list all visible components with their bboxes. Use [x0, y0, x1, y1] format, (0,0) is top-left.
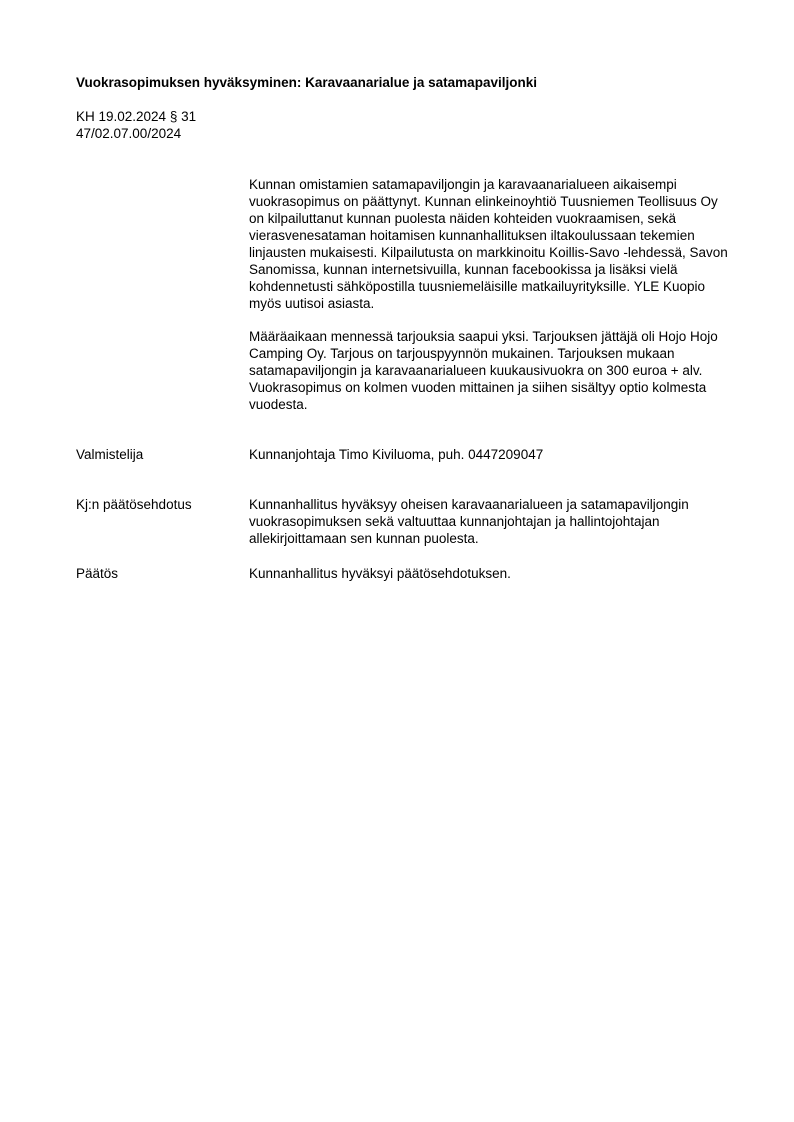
meeting-reference: KH 19.02.2024 § 31 [76, 109, 197, 124]
background-paragraph [249, 176, 734, 312]
preparer-value: Kunnanjohtaja Timo Kiviluoma, puh. 0447209047 [249, 447, 544, 462]
paragraph-text: Kunnan omistamien satamapaviljongin ja karavaanarialueen aikaisempi vuokrasopimus on päättynyt. Kunnan elinkeinoyhtiö Tuusniemen Teollisuus Oy on kilpailuttanut kunnan puolesta näiden kohteiden vuokraamisen, sekä vierasvenesataman hoitamisen kunnanhallituksen iltakoulussaan tekemien linjausten mukaisesti. Kilpailutusta on markkinoitu Koillis-Savo -lehdessä, Savon Sanomissa, kunnan internetsivuilla, kunnan facebookissa ja lisäksi vielä kohdennetusti sähköpostilla tuusniemeläisille matkailuyrityksille. YLE Kuopio myös uutisoi asiasta. [249, 177, 728, 311]
proposal-label: Kj:n päätösehdotus [76, 497, 192, 512]
decision-label: Päätös [76, 566, 119, 581]
paragraph-text: Määräaikaan mennessä tarjouksia saapui yksi. Tarjouksen jättäjä oli Hojo Hojo Camping Oy. Tarjous on tarjouspyynnön mukainen. Tarjouksen mukaan satamapaviljongin ja karavaanarialueen kuukausivuokra on 300 euroa + alv. Vuokrasopimus on kolmen vuoden mittainen ja siihen sisältyy optio kolmesta vuodesta. [249, 329, 718, 412]
document-title: Vuokrasopimuksen hyväksyminen: Karavaanarialue ja satamapaviljonki [76, 75, 537, 90]
offer-paragraph [249, 328, 734, 413]
decision-value: Kunnanhallitus hyväksyi päätösehdotuksen. [249, 566, 511, 581]
preparer-label: Valmistelija [76, 447, 144, 462]
record-number: 47/02.07.00/2024 [76, 126, 182, 141]
proposal-value: Kunnanhallitus hyväksyy oheisen karavaanarialueen ja satamapaviljongin vuokrasopimuksen sekä valtuuttaa kunnanjohtajan ja hallintojohtajan allekirjoittamaan sen kunnan puolesta. [249, 497, 689, 546]
document-meta [76, 108, 196, 142]
